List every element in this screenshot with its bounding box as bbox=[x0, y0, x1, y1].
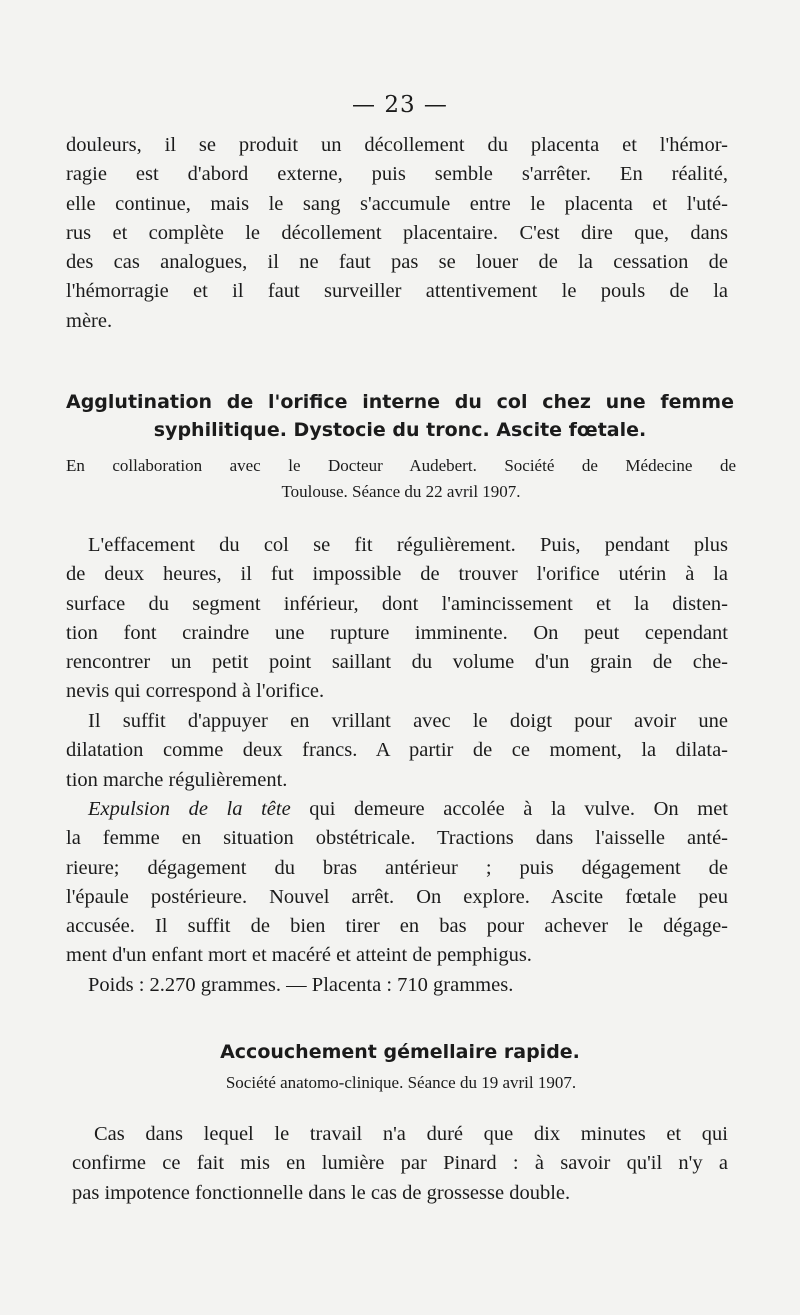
text-fragment: qui demeure accolée à la vulve. On met bbox=[290, 798, 729, 820]
section-note-societe bbox=[66, 1070, 736, 1096]
text-line: dilatation comme deux francs. A partir de ce moment, la dilata- bbox=[66, 739, 728, 762]
text-line: la femme en situation obstétricale. Tractions dans l'aisselle anté- bbox=[66, 827, 728, 850]
heading-line: Accouchement gémellaire rapide. bbox=[220, 1041, 580, 1063]
text-line bbox=[66, 795, 728, 824]
paragraph-expulsion bbox=[66, 795, 728, 971]
text-line: tion marche régulièrement. bbox=[66, 768, 288, 791]
italic-phrase: Expulsion de la tête bbox=[88, 798, 291, 820]
text-line: confirme ce fait mis en lumière par Pinard : à savoir qu'il n'y a bbox=[72, 1152, 728, 1175]
text-line: Poids : 2.270 grammes. — Placenta : 710 grammes. bbox=[88, 974, 514, 996]
paragraph-effacement bbox=[66, 531, 728, 707]
text-line: L'effacement du col se fit régulièrement. Puis, pendant plus bbox=[88, 534, 728, 556]
text-line: ment d'un enfant mort et macéré et atteint de pemphigus. bbox=[66, 944, 532, 967]
text-line: surface du segment inférieur, dont l'amincissement et la disten- bbox=[66, 592, 728, 615]
text-line: rencontrer un petit point saillant du volume d'un grain de che- bbox=[66, 651, 728, 674]
continued-paragraph bbox=[66, 131, 728, 336]
section-heading-agglutination bbox=[66, 388, 734, 444]
text-line: nevis qui correspond à l'orifice. bbox=[66, 680, 325, 703]
text-line: pas impotence fonctionnelle dans le cas de grossesse double. bbox=[72, 1181, 571, 1204]
text-line: mère. bbox=[66, 309, 113, 332]
note-line: Toulouse. Séance du 22 avril 1907. bbox=[281, 482, 521, 501]
text-line: de deux heures, il fut impossible de trouver l'orifice utérin à la bbox=[66, 563, 728, 586]
text-line: rus et complète le décollement placentaire. C'est dire que, dans bbox=[66, 221, 728, 244]
text-line: des cas analogues, il ne faut pas se louer de la cessation de bbox=[66, 251, 728, 274]
paragraph-cas bbox=[72, 1120, 728, 1208]
text-line: Cas dans lequel le travail n'a duré que dix minutes et qui bbox=[94, 1123, 728, 1145]
text-line: tion font craindre une rupture imminente. On peut cependant bbox=[66, 621, 728, 644]
section-note-collaboration bbox=[66, 453, 736, 505]
paragraph-dilatation bbox=[66, 707, 728, 795]
heading-line: Agglutination de l'orifice interne du col chez une femme bbox=[66, 391, 734, 413]
text-line: ragie est d'abord externe, puis semble s'arrêter. En réalité, bbox=[66, 163, 728, 186]
text-line: douleurs, il se produit un décollement du placenta et l'hémor- bbox=[66, 134, 728, 156]
section-heading-accouchement bbox=[66, 1038, 734, 1066]
text-line: rieure; dégagement du bras antérieur ; puis dégagement de bbox=[66, 856, 728, 879]
note-line: Société anatomo-clinique. Séance du 19 avril 1907. bbox=[225, 1073, 577, 1092]
text-line: l'épaule postérieure. Nouvel arrêt. On explore. Ascite fœtale peu bbox=[66, 885, 728, 908]
note-line: En collaboration avec le Docteur Audebert. Société de Médecine de bbox=[66, 456, 736, 475]
text-line: l'hémorragie et il faut surveiller attentivement le pouls de la bbox=[66, 280, 728, 303]
paragraph-poids bbox=[88, 971, 728, 1000]
text-line: Il suffit d'appuyer en vrillant avec le doigt pour avoir une bbox=[88, 710, 728, 732]
heading-line: syphilitique. Dystocie du tronc. Ascite fœtale. bbox=[153, 419, 647, 441]
text-line: accusée. Il suffit de bien tirer en bas pour achever le dégage- bbox=[66, 915, 728, 938]
page-number: — 23 — bbox=[352, 92, 448, 118]
text-line: elle continue, mais le sang s'accumule entre le placenta et l'uté- bbox=[66, 192, 728, 215]
